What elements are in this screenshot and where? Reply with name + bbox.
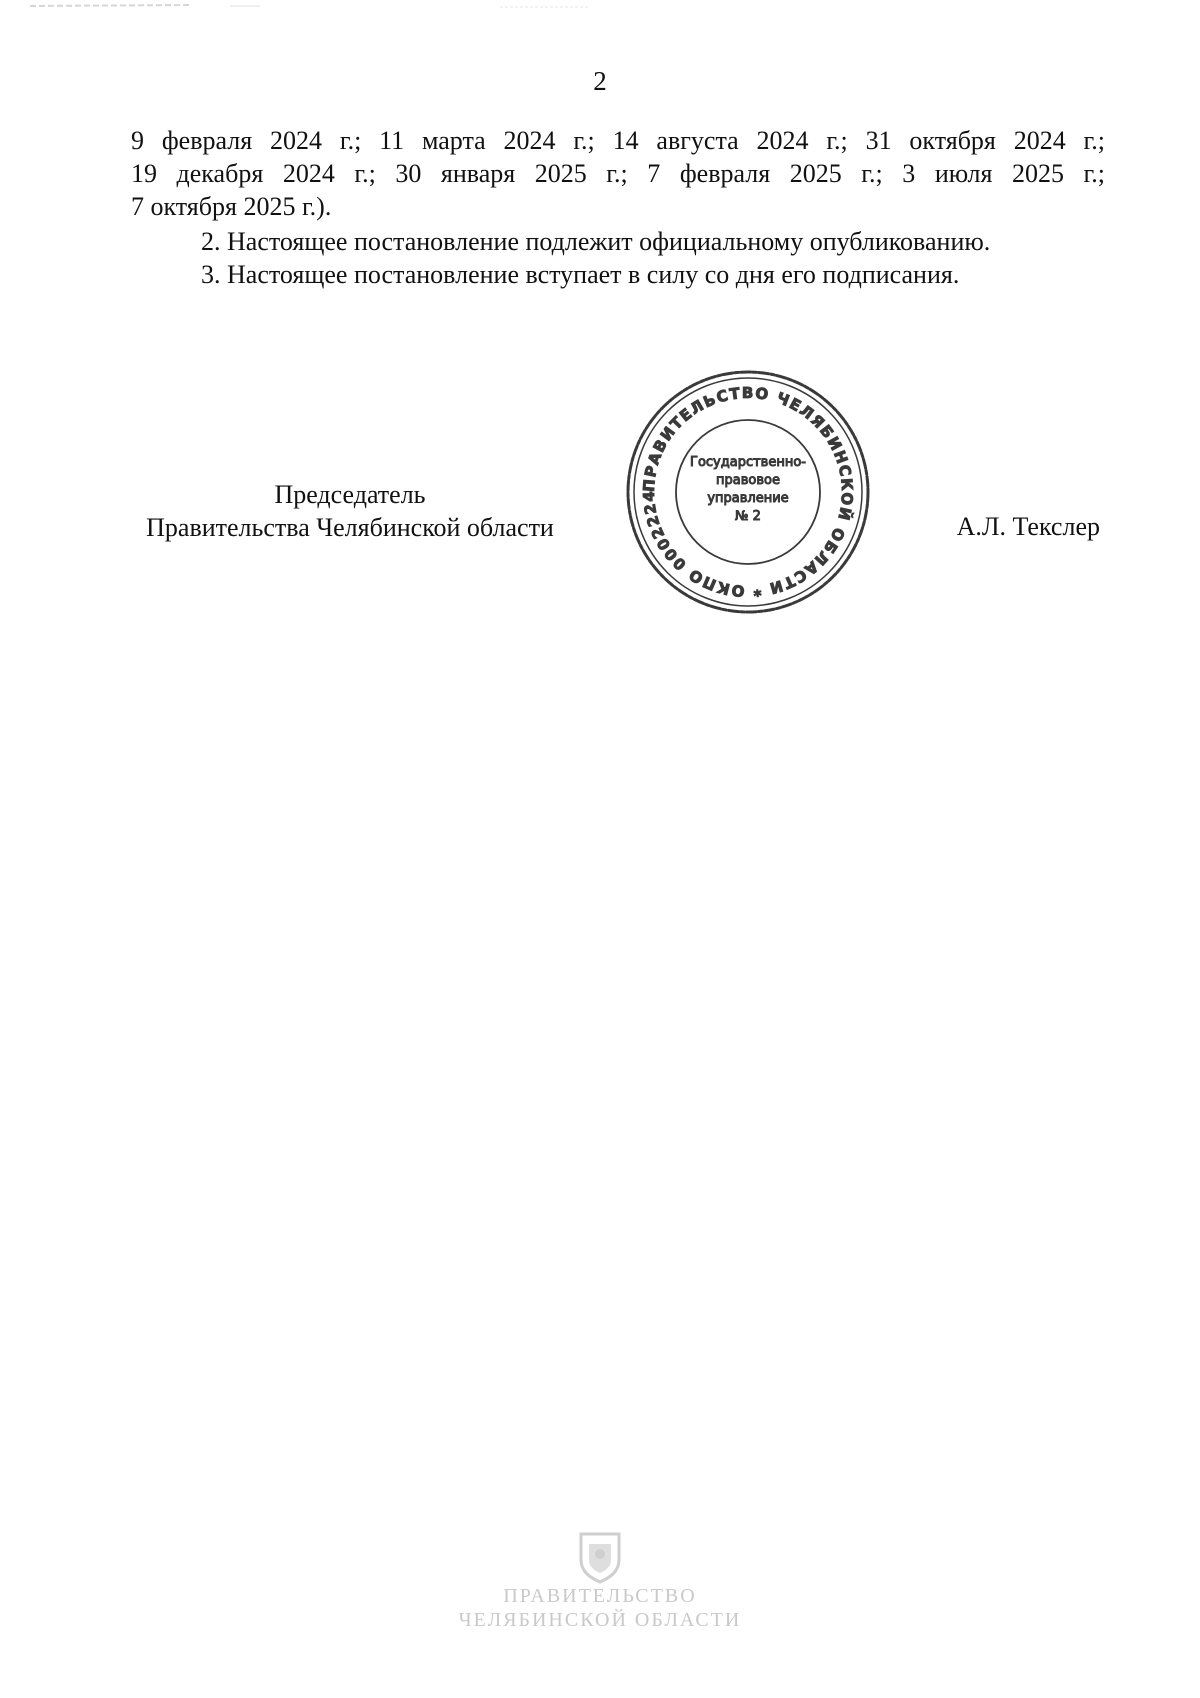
seal-center-line-1: Государственно- [690, 455, 806, 470]
official-seal [624, 368, 872, 616]
government-watermark [400, 1530, 800, 1632]
seal-center-line-2: правовое [716, 473, 780, 488]
watermark-line-2: ЧЕЛЯБИНСКОЙ ОБЛАСТИ [458, 1609, 742, 1631]
page-number: 2 [593, 66, 607, 96]
paragraph-3: 3. Настоящее постановление вступает в силу со дня его подписания. [201, 260, 960, 289]
seal-center-line-4: № 2 [735, 509, 761, 524]
signatory-position-line-1: Председатель [274, 480, 426, 509]
seal-outer-text: ПРАВИТЕЛЬСТВО ЧЕЛЯБИНСКОЙ ОБЛАСТИ * ОКПО 0002224 [639, 383, 857, 601]
coat-of-arms-icon [577, 1530, 623, 1584]
signatory-name: А.Л. Текслер [956, 512, 1100, 541]
seal-stamp-icon [624, 368, 872, 616]
signatory-position-line-2: Правительства Челябинской области [146, 513, 554, 542]
body-line-3: 7 октября 2025 г.). [131, 192, 332, 221]
body-line-1: 9 февраля 2024 г.; 11 марта 2024 г.; 14 августа 2024 г.; 31 октября 2024 г.; [131, 126, 1105, 155]
body-line-2: 19 декабря 2024 г.; 30 января 2025 г.; 7 февраля 2025 г.; 3 июля 2025 г.; [131, 159, 1105, 188]
scan-artifact [30, 2, 630, 10]
signatory-position [120, 478, 580, 544]
watermark-line-1: ПРАВИТЕЛЬСТВО [503, 1585, 697, 1607]
seal-center-line-3: управление [707, 491, 789, 506]
document-body [131, 124, 1105, 291]
paragraph-2: 2. Настоящее постановление подлежит официальному опубликованию. [201, 227, 991, 256]
